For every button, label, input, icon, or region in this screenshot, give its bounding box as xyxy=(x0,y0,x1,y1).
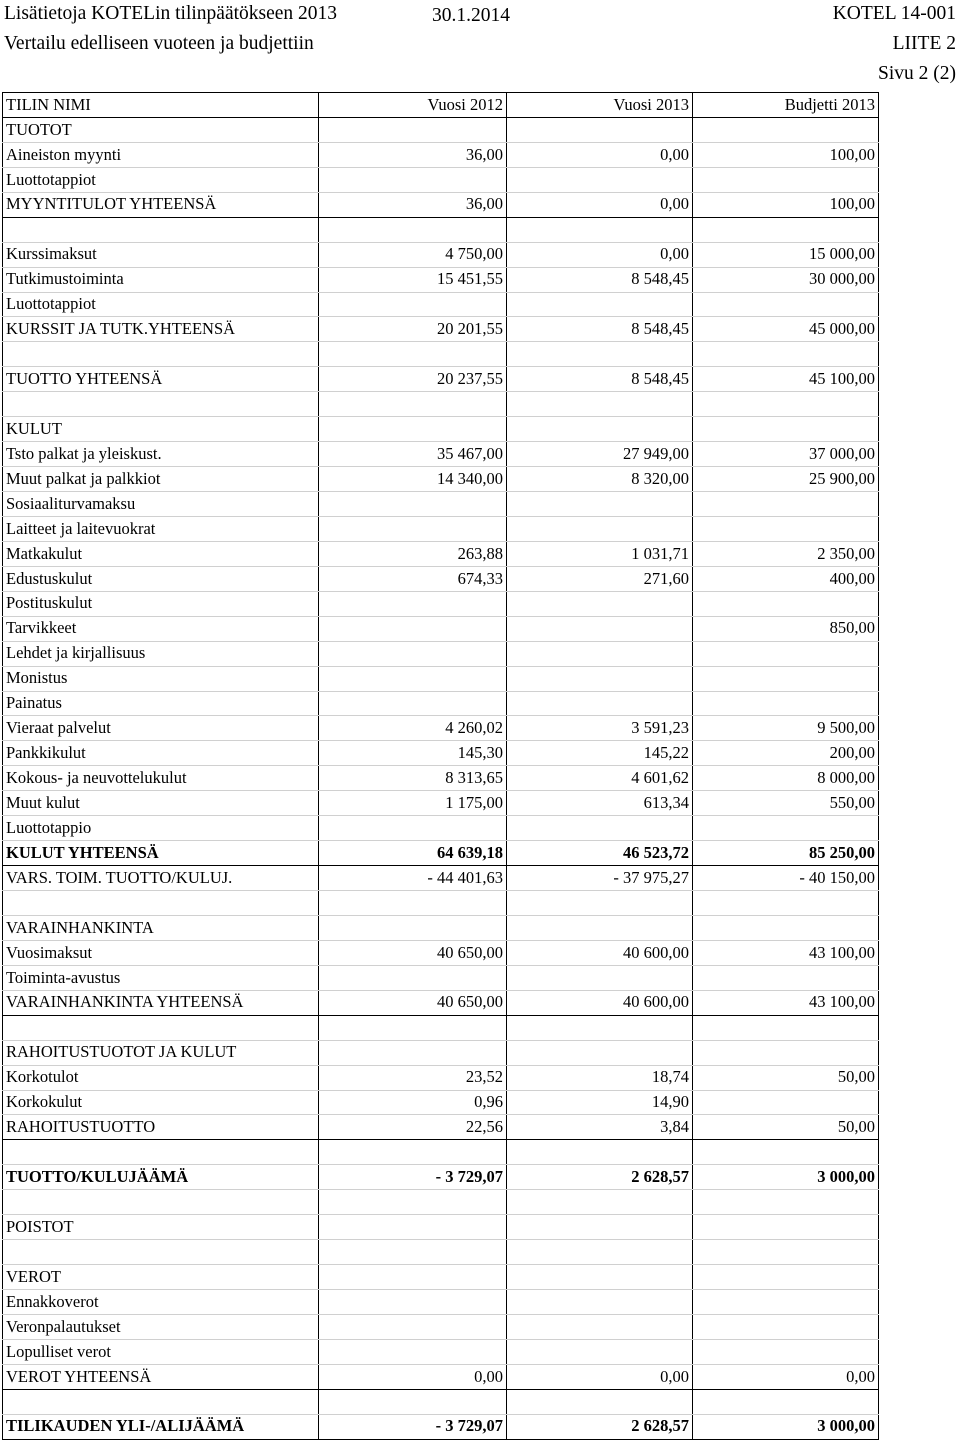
account-name-cell: Matkakulut xyxy=(3,541,319,566)
account-name-cell: KULUT YHTEENSÄ xyxy=(3,841,319,866)
value-2012-cell xyxy=(319,1190,507,1215)
table-row xyxy=(3,566,879,591)
value-2012-cell: 23,52 xyxy=(319,1065,507,1090)
account-name-cell xyxy=(3,392,319,417)
table-row xyxy=(3,442,879,467)
account-name-cell xyxy=(3,1389,319,1414)
value-2013-cell xyxy=(507,117,693,142)
value-2012-cell xyxy=(319,1389,507,1414)
value-2012-cell: 145,30 xyxy=(319,741,507,766)
table-row xyxy=(3,317,879,342)
account-name-cell: Pankkikulut xyxy=(3,741,319,766)
table-row xyxy=(3,616,879,641)
value-2013-cell: 14,90 xyxy=(507,1090,693,1115)
table-row xyxy=(3,217,879,242)
budget-2013-cell: 3 000,00 xyxy=(693,1414,879,1439)
value-2012-cell xyxy=(319,891,507,916)
budget-2013-cell xyxy=(693,1015,879,1040)
budget-2013-cell: 50,00 xyxy=(693,1115,879,1140)
table-row xyxy=(3,541,879,566)
value-2012-cell: 4 750,00 xyxy=(319,242,507,267)
value-2012-cell: 263,88 xyxy=(319,541,507,566)
value-2013-cell: 40 600,00 xyxy=(507,940,693,965)
table-row xyxy=(3,1140,879,1165)
budget-2013-cell: 8 000,00 xyxy=(693,766,879,791)
table-row xyxy=(3,367,879,392)
value-2013-cell xyxy=(507,516,693,541)
value-2012-cell xyxy=(319,492,507,517)
budget-2013-cell xyxy=(693,292,879,317)
value-2013-cell xyxy=(507,1389,693,1414)
table-row xyxy=(3,915,879,940)
account-name-cell: Monistus xyxy=(3,666,319,691)
value-2012-cell xyxy=(319,292,507,317)
budget-2013-cell xyxy=(693,1389,879,1414)
budget-2013-cell xyxy=(693,1090,879,1115)
table-row xyxy=(3,142,879,167)
budget-2013-cell: 0,00 xyxy=(693,1364,879,1389)
table-row xyxy=(3,1115,879,1140)
value-2012-cell xyxy=(319,1314,507,1339)
document-subtitle: Vertailu edelliseen vuoteen ja budjettiin xyxy=(4,33,314,54)
account-name-cell: Aineiston myynti xyxy=(3,142,319,167)
table-row xyxy=(3,940,879,965)
value-2012-cell xyxy=(319,965,507,990)
account-name-cell: Lopulliset verot xyxy=(3,1339,319,1364)
table-row xyxy=(3,516,879,541)
value-2013-cell: 271,60 xyxy=(507,566,693,591)
value-2012-cell: 20 237,55 xyxy=(319,367,507,392)
table-row xyxy=(3,1265,879,1290)
value-2013-cell xyxy=(507,217,693,242)
value-2013-cell: 8 548,45 xyxy=(507,267,693,292)
table-row xyxy=(3,1065,879,1090)
value-2013-cell xyxy=(507,965,693,990)
value-2013-cell: 8 320,00 xyxy=(507,467,693,492)
budget-2013-cell: 37 000,00 xyxy=(693,442,879,467)
value-2013-cell: 0,00 xyxy=(507,1364,693,1389)
account-name-cell: VARAINHANKINTA xyxy=(3,915,319,940)
value-2012-cell xyxy=(319,1339,507,1364)
account-name-cell: Korkotulot xyxy=(3,1065,319,1090)
value-2013-cell: 46 523,72 xyxy=(507,841,693,866)
column-header-2013: Vuosi 2013 xyxy=(507,93,693,118)
account-name-cell: MYYNTITULOT YHTEENSÄ xyxy=(3,192,319,217)
account-name-cell xyxy=(3,217,319,242)
account-name-cell: Korkokulut xyxy=(3,1090,319,1115)
table-header-row xyxy=(3,93,879,118)
value-2013-cell xyxy=(507,1290,693,1315)
value-2012-cell xyxy=(319,641,507,666)
table-row xyxy=(3,1414,879,1439)
budget-2013-cell: 25 900,00 xyxy=(693,467,879,492)
account-name-cell: Laitteet ja laitevuokrat xyxy=(3,516,319,541)
budget-2013-cell: 9 500,00 xyxy=(693,716,879,741)
budget-2013-cell xyxy=(693,1240,879,1265)
value-2013-cell: 8 548,45 xyxy=(507,367,693,392)
value-2013-cell: 145,22 xyxy=(507,741,693,766)
value-2013-cell xyxy=(507,641,693,666)
value-2012-cell xyxy=(319,167,507,192)
value-2013-cell: 0,00 xyxy=(507,192,693,217)
value-2013-cell: 18,74 xyxy=(507,1065,693,1090)
value-2013-cell xyxy=(507,167,693,192)
budget-2013-cell: 100,00 xyxy=(693,142,879,167)
value-2012-cell: - 3 729,07 xyxy=(319,1414,507,1439)
account-name-cell: TUOTTO/KULUJÄÄMÄ xyxy=(3,1165,319,1190)
table-row xyxy=(3,467,879,492)
account-name-cell: RAHOITUSTUOTTO xyxy=(3,1115,319,1140)
financial-table xyxy=(2,92,879,1440)
table-row xyxy=(3,1290,879,1315)
budget-2013-cell xyxy=(693,1290,879,1315)
value-2012-cell: 40 650,00 xyxy=(319,990,507,1015)
budget-2013-cell xyxy=(693,217,879,242)
account-name-cell: Tarvikkeet xyxy=(3,616,319,641)
value-2013-cell: 2 628,57 xyxy=(507,1165,693,1190)
value-2012-cell xyxy=(319,1265,507,1290)
budget-2013-cell xyxy=(693,915,879,940)
account-name-cell: Luottotappiot xyxy=(3,292,319,317)
table-row xyxy=(3,1040,879,1065)
table-row xyxy=(3,242,879,267)
account-name-cell xyxy=(3,342,319,367)
table-row xyxy=(3,192,879,217)
table-row xyxy=(3,292,879,317)
value-2013-cell xyxy=(507,915,693,940)
value-2013-cell xyxy=(507,616,693,641)
account-name-cell: Luottotappiot xyxy=(3,167,319,192)
budget-2013-cell xyxy=(693,167,879,192)
account-name-cell: Lehdet ja kirjallisuus xyxy=(3,641,319,666)
value-2012-cell: 35 467,00 xyxy=(319,442,507,467)
appendix-label: LIITE 2 xyxy=(892,33,956,54)
table-row xyxy=(3,417,879,442)
account-name-cell: KULUT xyxy=(3,417,319,442)
value-2013-cell xyxy=(507,292,693,317)
budget-2013-cell xyxy=(693,417,879,442)
value-2013-cell: 1 031,71 xyxy=(507,541,693,566)
value-2012-cell xyxy=(319,691,507,716)
value-2012-cell: 8 313,65 xyxy=(319,766,507,791)
value-2013-cell: 40 600,00 xyxy=(507,990,693,1015)
account-name-cell: Luottotappio xyxy=(3,816,319,841)
budget-2013-cell xyxy=(693,117,879,142)
budget-2013-cell xyxy=(693,1215,879,1240)
value-2013-cell xyxy=(507,1040,693,1065)
budget-2013-cell xyxy=(693,1339,879,1364)
value-2012-cell: 40 650,00 xyxy=(319,940,507,965)
value-2012-cell xyxy=(319,1140,507,1165)
budget-2013-cell: 45 100,00 xyxy=(693,367,879,392)
table-row xyxy=(3,117,879,142)
value-2012-cell: 4 260,02 xyxy=(319,716,507,741)
value-2012-cell: 22,56 xyxy=(319,1115,507,1140)
account-name-cell: RAHOITUSTUOTOT JA KULUT xyxy=(3,1040,319,1065)
table-row xyxy=(3,691,879,716)
budget-2013-cell xyxy=(693,516,879,541)
budget-2013-cell: 30 000,00 xyxy=(693,267,879,292)
table-row xyxy=(3,591,879,616)
table-row xyxy=(3,1015,879,1040)
value-2012-cell: 1 175,00 xyxy=(319,791,507,816)
page-number: Sivu 2 (2) xyxy=(878,63,956,84)
value-2013-cell: 4 601,62 xyxy=(507,766,693,791)
table-row xyxy=(3,641,879,666)
table-row xyxy=(3,267,879,292)
value-2013-cell xyxy=(507,417,693,442)
account-name-cell: VEROT YHTEENSÄ xyxy=(3,1364,319,1389)
table-row xyxy=(3,1389,879,1414)
account-name-cell: Ennakkoverot xyxy=(3,1290,319,1315)
account-name-cell: Vieraat palvelut xyxy=(3,716,319,741)
document-code: KOTEL 14-001 xyxy=(832,3,956,24)
table-row xyxy=(3,342,879,367)
budget-2013-cell: 3 000,00 xyxy=(693,1165,879,1190)
value-2012-cell: 36,00 xyxy=(319,192,507,217)
budget-2013-cell xyxy=(693,492,879,517)
account-name-cell: Painatus xyxy=(3,691,319,716)
account-name-cell: TUOTTO YHTEENSÄ xyxy=(3,367,319,392)
value-2012-cell: 14 340,00 xyxy=(319,467,507,492)
table-row xyxy=(3,1240,879,1265)
budget-2013-cell xyxy=(693,392,879,417)
budget-2013-cell: 100,00 xyxy=(693,192,879,217)
account-name-cell xyxy=(3,1015,319,1040)
value-2012-cell: 15 451,55 xyxy=(319,267,507,292)
value-2012-cell xyxy=(319,1215,507,1240)
value-2012-cell xyxy=(319,117,507,142)
account-name-cell: Postituskulut xyxy=(3,591,319,616)
value-2012-cell xyxy=(319,816,507,841)
account-name-cell xyxy=(3,1240,319,1265)
budget-2013-cell xyxy=(693,691,879,716)
account-name-cell: KURSSIT JA TUTK.YHTEENSÄ xyxy=(3,317,319,342)
value-2012-cell xyxy=(319,516,507,541)
budget-2013-cell xyxy=(693,891,879,916)
table-row xyxy=(3,766,879,791)
value-2012-cell xyxy=(319,591,507,616)
budget-2013-cell xyxy=(693,1190,879,1215)
value-2012-cell: - 44 401,63 xyxy=(319,866,507,891)
budget-2013-cell: 400,00 xyxy=(693,566,879,591)
account-name-cell: VARS. TOIM. TUOTTO/KULUJ. xyxy=(3,866,319,891)
value-2012-cell xyxy=(319,417,507,442)
value-2013-cell xyxy=(507,691,693,716)
account-name-cell: Vuosimaksut xyxy=(3,940,319,965)
budget-2013-cell: 200,00 xyxy=(693,741,879,766)
column-header-2012: Vuosi 2012 xyxy=(319,93,507,118)
value-2012-cell xyxy=(319,1040,507,1065)
account-name-cell: Veronpalautukset xyxy=(3,1314,319,1339)
account-name-cell: TILIKAUDEN YLI-/ALIJÄÄMÄ xyxy=(3,1414,319,1439)
account-name-cell: Muut kulut xyxy=(3,791,319,816)
account-name-cell: Kokous- ja neuvottelukulut xyxy=(3,766,319,791)
table-row xyxy=(3,1165,879,1190)
value-2013-cell: 2 628,57 xyxy=(507,1414,693,1439)
value-2013-cell xyxy=(507,1240,693,1265)
value-2012-cell xyxy=(319,1015,507,1040)
account-name-cell xyxy=(3,1140,319,1165)
value-2013-cell xyxy=(507,1140,693,1165)
budget-2013-cell: 50,00 xyxy=(693,1065,879,1090)
budget-2013-cell xyxy=(693,342,879,367)
value-2012-cell xyxy=(319,1240,507,1265)
value-2013-cell xyxy=(507,1314,693,1339)
value-2013-cell xyxy=(507,891,693,916)
account-name-cell: VEROT xyxy=(3,1265,319,1290)
budget-2013-cell: 550,00 xyxy=(693,791,879,816)
table-row xyxy=(3,167,879,192)
budget-2013-cell xyxy=(693,641,879,666)
account-name-cell: VARAINHANKINTA YHTEENSÄ xyxy=(3,990,319,1015)
budget-2013-cell xyxy=(693,1265,879,1290)
value-2013-cell xyxy=(507,816,693,841)
budget-2013-cell xyxy=(693,1040,879,1065)
table-row xyxy=(3,666,879,691)
value-2012-cell xyxy=(319,217,507,242)
table-row xyxy=(3,990,879,1015)
table-row xyxy=(3,866,879,891)
value-2013-cell xyxy=(507,1190,693,1215)
value-2013-cell: 3 591,23 xyxy=(507,716,693,741)
table-row xyxy=(3,741,879,766)
value-2012-cell: 64 639,18 xyxy=(319,841,507,866)
table-row xyxy=(3,492,879,517)
value-2013-cell xyxy=(507,492,693,517)
account-name-cell: Tutkimustoiminta xyxy=(3,267,319,292)
table-row xyxy=(3,1364,879,1389)
value-2013-cell xyxy=(507,1339,693,1364)
account-name-cell: Tsto palkat ja yleiskust. xyxy=(3,442,319,467)
value-2012-cell: 0,00 xyxy=(319,1364,507,1389)
value-2013-cell: 613,34 xyxy=(507,791,693,816)
value-2012-cell xyxy=(319,666,507,691)
budget-2013-cell xyxy=(693,666,879,691)
value-2012-cell xyxy=(319,342,507,367)
budget-2013-cell xyxy=(693,1314,879,1339)
budget-2013-cell xyxy=(693,1140,879,1165)
document-date: 30.1.2014 xyxy=(432,5,510,26)
account-name-cell: Toiminta-avustus xyxy=(3,965,319,990)
column-header-account: TILIN NIMI xyxy=(3,93,319,118)
account-name-cell xyxy=(3,1190,319,1215)
account-name-cell: Sosiaaliturvamaksu xyxy=(3,492,319,517)
table-row xyxy=(3,791,879,816)
table-row xyxy=(3,816,879,841)
table-row xyxy=(3,841,879,866)
budget-2013-cell: 85 250,00 xyxy=(693,841,879,866)
value-2013-cell xyxy=(507,1215,693,1240)
table-row xyxy=(3,1314,879,1339)
account-name-cell xyxy=(3,891,319,916)
budget-2013-cell: 2 350,00 xyxy=(693,541,879,566)
value-2012-cell xyxy=(319,915,507,940)
value-2013-cell xyxy=(507,591,693,616)
budget-2013-cell: 15 000,00 xyxy=(693,242,879,267)
value-2012-cell xyxy=(319,392,507,417)
value-2012-cell: 20 201,55 xyxy=(319,317,507,342)
budget-2013-cell xyxy=(693,816,879,841)
value-2013-cell: 27 949,00 xyxy=(507,442,693,467)
budget-2013-cell: 850,00 xyxy=(693,616,879,641)
value-2012-cell: - 3 729,07 xyxy=(319,1165,507,1190)
account-name-cell: Edustuskulut xyxy=(3,566,319,591)
budget-2013-cell: - 40 150,00 xyxy=(693,866,879,891)
column-header-budget: Budjetti 2013 xyxy=(693,93,879,118)
value-2012-cell: 0,96 xyxy=(319,1090,507,1115)
value-2013-cell xyxy=(507,392,693,417)
value-2013-cell xyxy=(507,1265,693,1290)
budget-2013-cell xyxy=(693,965,879,990)
table-row xyxy=(3,1215,879,1240)
value-2013-cell: 3,84 xyxy=(507,1115,693,1140)
value-2013-cell: - 37 975,27 xyxy=(507,866,693,891)
table-row xyxy=(3,716,879,741)
budget-2013-cell: 43 100,00 xyxy=(693,990,879,1015)
budget-2013-cell xyxy=(693,591,879,616)
value-2013-cell xyxy=(507,342,693,367)
table-row xyxy=(3,891,879,916)
value-2012-cell xyxy=(319,616,507,641)
value-2012-cell: 36,00 xyxy=(319,142,507,167)
value-2013-cell xyxy=(507,1015,693,1040)
value-2012-cell xyxy=(319,1290,507,1315)
table-row xyxy=(3,1190,879,1215)
table-row xyxy=(3,1339,879,1364)
value-2012-cell: 674,33 xyxy=(319,566,507,591)
value-2013-cell: 0,00 xyxy=(507,142,693,167)
document-title: Lisätietoja KOTELin tilinpäätökseen 2013 xyxy=(4,3,338,24)
table-row xyxy=(3,1090,879,1115)
budget-2013-cell: 43 100,00 xyxy=(693,940,879,965)
account-name-cell: Muut palkat ja palkkiot xyxy=(3,467,319,492)
account-name-cell: TUOTOT xyxy=(3,117,319,142)
value-2013-cell: 8 548,45 xyxy=(507,317,693,342)
account-name-cell: Kurssimaksut xyxy=(3,242,319,267)
value-2013-cell xyxy=(507,666,693,691)
account-name-cell: POISTOT xyxy=(3,1215,319,1240)
value-2013-cell: 0,00 xyxy=(507,242,693,267)
table-row xyxy=(3,965,879,990)
budget-2013-cell: 45 000,00 xyxy=(693,317,879,342)
table-row xyxy=(3,392,879,417)
